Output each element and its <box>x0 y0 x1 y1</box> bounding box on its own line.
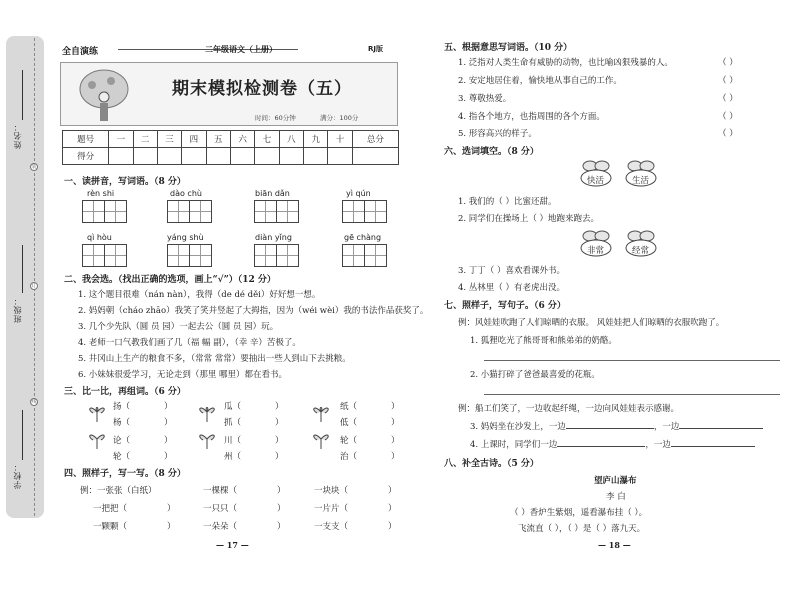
pinyin-label: dào chù <box>170 189 202 198</box>
score-input-cell[interactable] <box>279 148 303 165</box>
measure-word: 一棵棵（ <box>203 486 238 496</box>
answer-paren[interactable]: （ ） <box>718 129 738 139</box>
writing-grid[interactable] <box>82 200 105 223</box>
writing-grid[interactable] <box>254 244 277 267</box>
poem-line[interactable]: （ ）香炉生紫烟，遥看瀑布挂（ ）。 <box>510 508 648 518</box>
answer-line[interactable] <box>484 360 780 361</box>
score-header-cell: 总分 <box>352 131 398 148</box>
sentence-question: 1. 狐狸吃光了熊哥哥和熊弟弟的奶酪。 <box>470 336 617 346</box>
paren-close: ） <box>275 452 284 462</box>
definition-item: 5. 形容高兴的样子。 <box>458 129 537 139</box>
class-label: 班级： <box>13 296 22 323</box>
word-option: 非常 <box>587 246 605 256</box>
measure-word: 一颗颗（ <box>93 522 128 532</box>
score-header-cell: 九 <box>304 131 328 148</box>
pinyin-label: qì hòu <box>87 233 112 242</box>
pinyin-label: gē chàng <box>344 233 382 242</box>
compare-char: 治（ <box>340 452 358 462</box>
compare-word <box>224 400 284 412</box>
definition-item: 4. 指各个地方，也指周围的各个方面。 <box>458 112 605 122</box>
answer-paren[interactable]: （ ） <box>718 112 738 122</box>
writing-grid[interactable] <box>189 200 212 223</box>
school-label: 学校： <box>13 462 22 489</box>
measure-example: 例：一张张（白纸） <box>80 486 157 496</box>
score-input-cell[interactable] <box>230 148 254 165</box>
pinyin-label: yáng shù <box>167 233 204 242</box>
section-2-title: 二、我会选。（找出正确的选项，画上“√”）（12 分） <box>64 275 276 285</box>
writing-grid[interactable] <box>82 244 105 267</box>
edition-label: RJ版 <box>368 45 383 53</box>
answer-paren[interactable]: （ ） <box>718 58 738 68</box>
name-input-line[interactable] <box>22 70 23 120</box>
choice-question[interactable]: 1. 这个题目很难（nán nàn），我得（de dé děi）好好想一想。 <box>78 290 321 300</box>
choice-question[interactable]: 6. 小妹妹很爱学习，无论走到（那里 哪里）都在看书。 <box>78 370 288 380</box>
flower-icon <box>84 428 110 450</box>
measure-item <box>93 502 176 514</box>
measure-item <box>203 520 286 532</box>
time-label: 时间：60分钟 <box>255 114 296 122</box>
writing-grid[interactable] <box>276 244 299 267</box>
paren-close: ） <box>275 402 284 412</box>
question-text: 3. 妈妈坐在沙发上，一边 <box>470 422 566 432</box>
compare-char: 轮（ <box>340 436 358 446</box>
compare-word <box>340 400 400 412</box>
question-text: ，一边 <box>653 422 680 432</box>
paren-close: ） <box>391 436 400 446</box>
flower-icon <box>84 401 110 423</box>
fill-item[interactable]: 4. 丛林里（ ）有老虎出没。 <box>458 283 566 293</box>
writing-grid[interactable] <box>364 200 387 223</box>
measure-item <box>314 520 397 532</box>
paren-close: ） <box>277 504 286 514</box>
binding-hole-2: 订 <box>31 283 37 289</box>
paren-close: ） <box>277 486 286 496</box>
compare-word <box>224 416 284 428</box>
definition-item: 2. 安定地居住着，愉快地从事自己的工作。 <box>458 76 622 86</box>
measure-word: 一朵朵（ <box>203 522 238 532</box>
sentence-example: 例：风娃娃吹跑了人们晾晒的衣服。 风娃娃把人们晾晒的衣服吹跑了。 <box>458 318 725 328</box>
binding-hole-3: 线 <box>31 399 37 405</box>
section-4-title: 四、照样子，写一写。（8 分） <box>64 469 186 479</box>
exam-title: 期末模拟检测卷（五） <box>172 79 352 99</box>
compare-word <box>113 400 173 412</box>
page-number-left: — 17 — <box>216 540 249 550</box>
measure-word: 一块块（ <box>314 486 349 496</box>
paren-close: ） <box>391 418 400 428</box>
score-row-label: 得分 <box>63 148 109 165</box>
score-header-cell: 题号 <box>63 131 109 148</box>
pinyin-label: biān dǎn <box>255 189 290 198</box>
choice-question[interactable]: 2. 妈妈朝（cháo zhāo）我笑了笑并竖起了大拇指，因为（wéi wèi）我的书法作品获奖了。 <box>78 306 429 316</box>
sentence-example: 例：船工们笑了，一边收起纤绳，一边向风娃娃表示感谢。 <box>458 404 680 414</box>
poem-title: 望庐山瀑布 <box>594 476 637 486</box>
paren-close: ） <box>167 522 176 532</box>
section-1-title: 一、读拼音，写词语。（8 分） <box>64 177 186 187</box>
binding-cut-line <box>34 38 35 516</box>
word-option: 快活 <box>587 176 605 186</box>
choice-question[interactable]: 5. 井冈山上生产的粮食不多，（常常 常常）要抽出一些人到山下去挑粮。 <box>78 354 351 364</box>
flower-icon <box>194 401 220 423</box>
word-option: 生活 <box>632 176 650 186</box>
measure-word: 一片片（ <box>314 504 349 514</box>
paren-close: ） <box>164 402 173 412</box>
writing-grid[interactable] <box>276 200 299 223</box>
measure-item <box>314 484 397 496</box>
section-3-title: 三、比一比，再组词。（6 分） <box>64 387 186 397</box>
paren-close: ） <box>388 504 397 514</box>
measure-item <box>203 484 286 496</box>
score-input-cell[interactable] <box>182 148 206 165</box>
writing-grid[interactable] <box>364 244 387 267</box>
class-input-line[interactable] <box>22 245 23 293</box>
compare-char: 瓜（ <box>224 402 242 412</box>
fill-item[interactable]: 1. 我们的（ ）比蜜还甜。 <box>458 197 557 207</box>
paren-close: ） <box>277 522 286 532</box>
measure-word: 一把把（ <box>93 504 128 514</box>
question-text: 4. 上课时，同学们一边 <box>470 440 558 450</box>
choice-question[interactable]: 3. 几个少先队（圆 员 园）一起去公（圆 员 园）玩。 <box>78 322 279 332</box>
paren-close: ） <box>167 504 176 514</box>
binding-hole-1: 装 <box>31 164 37 170</box>
fill-item[interactable]: 3. 丁丁（ ）喜欢看课外书。 <box>458 266 566 276</box>
pinyin-label: yì qún <box>346 189 371 198</box>
compare-word <box>340 450 400 462</box>
compare-char: 抓（ <box>224 418 242 428</box>
writing-grid[interactable] <box>167 244 190 267</box>
compare-char: 杨（ <box>113 418 131 428</box>
paren-close: ） <box>275 418 284 428</box>
paren-close: ） <box>275 436 284 446</box>
compare-char: 轮（ <box>113 452 131 462</box>
answer-line[interactable] <box>679 428 763 429</box>
compare-word <box>224 434 284 446</box>
definition-item: 3. 尊敬热爱。 <box>458 94 512 104</box>
writing-grid[interactable] <box>104 244 127 267</box>
compare-char: 低（ <box>340 418 358 428</box>
paren-close: ） <box>164 452 173 462</box>
sentence-question <box>470 420 763 432</box>
score-header-cell: 七 <box>255 131 279 148</box>
score-input-cell[interactable] <box>328 148 352 165</box>
score-label: 满分：100分 <box>320 114 359 122</box>
score-input-cell[interactable] <box>206 148 230 165</box>
answer-paren[interactable]: （ ） <box>718 76 738 86</box>
compare-word <box>113 450 173 462</box>
score-input-cell[interactable] <box>352 148 398 165</box>
compare-word <box>224 450 284 462</box>
score-input-cell[interactable] <box>255 148 279 165</box>
measure-item <box>203 502 286 514</box>
score-header-cell: 十 <box>328 131 352 148</box>
writing-grid[interactable] <box>167 200 190 223</box>
score-header-cell: 二 <box>133 131 157 148</box>
score-header-cell: 三 <box>157 131 181 148</box>
flower-icon <box>308 428 334 450</box>
school-input-line[interactable] <box>22 410 23 460</box>
subject-label: 二年级语文（上册） <box>205 45 277 54</box>
paren-close: ） <box>164 436 173 446</box>
score-table <box>62 130 399 165</box>
score-header-cell: 六 <box>230 131 254 148</box>
pinyin-label: diàn yǐng <box>255 233 292 242</box>
score-input-cell[interactable] <box>304 148 328 165</box>
compare-char: 州（ <box>224 452 242 462</box>
word-option: 经常 <box>632 246 650 256</box>
measure-item <box>93 520 176 532</box>
paren-close: ） <box>164 418 173 428</box>
score-input-cell[interactable] <box>109 148 133 165</box>
compare-word <box>340 416 400 428</box>
fill-item[interactable]: 2. 同学们在操场上（ ）地跑来跑去。 <box>458 214 600 224</box>
score-input-cell[interactable] <box>157 148 181 165</box>
brand-title: 全自演练 <box>62 47 99 57</box>
section-7-title: 七、照样子，写句子。（6 分） <box>444 301 566 311</box>
score-header-cell: 八 <box>279 131 303 148</box>
sentence-question <box>470 438 755 450</box>
writing-grid[interactable] <box>189 244 212 267</box>
answer-line[interactable] <box>557 446 645 447</box>
answer-line[interactable] <box>484 394 780 395</box>
score-header-cell: 一 <box>109 131 133 148</box>
compare-word <box>113 416 173 428</box>
paren-close: ） <box>391 402 400 412</box>
section-5-title: 五、根据意思写词语。（10 分） <box>444 43 573 53</box>
paren-close: ） <box>388 486 397 496</box>
section-8-title: 八、补全古诗。（5 分） <box>444 459 539 469</box>
section-6-title: 六、选词填空。（8 分） <box>444 147 539 157</box>
answer-paren[interactable]: （ ） <box>718 94 738 104</box>
compare-char: 论（ <box>113 436 131 446</box>
name-label: 姓名： <box>13 122 22 149</box>
measure-word: 一支支（ <box>314 522 349 532</box>
answer-line[interactable] <box>566 428 654 429</box>
paren-close: ） <box>391 452 400 462</box>
answer-line[interactable] <box>671 446 755 447</box>
compare-word <box>113 434 173 446</box>
pinyin-label: rèn shi <box>87 189 115 198</box>
score-header-cell: 五 <box>206 131 230 148</box>
measure-item <box>314 502 397 514</box>
writing-grid[interactable] <box>342 200 365 223</box>
writing-grid[interactable] <box>342 244 365 267</box>
definition-item: 1. 泛指对人类生命有威胁的动物，也比喻凶狠残暴的人。 <box>458 58 673 68</box>
flower-icon <box>194 428 220 450</box>
compare-char: 扬（ <box>113 402 131 412</box>
score-header-cell: 四 <box>182 131 206 148</box>
poem-line[interactable]: 飞流直（ ），（ ）是（ ）落九天。 <box>518 524 646 534</box>
compare-word <box>340 434 400 446</box>
tree-illustration <box>77 67 131 123</box>
poem-author: 李 白 <box>606 492 626 502</box>
writing-grid[interactable] <box>104 200 127 223</box>
flower-icon <box>308 401 334 423</box>
writing-grid[interactable] <box>254 200 277 223</box>
paren-close: ） <box>388 522 397 532</box>
compare-char: 纸（ <box>340 402 358 412</box>
question-text: ，一边 <box>645 440 671 450</box>
score-input-cell[interactable] <box>133 148 157 165</box>
choice-question[interactable]: 4. 老师一口气教我们画了几（福 幅 副），（幸 辛）苦极了。 <box>78 338 301 348</box>
binding-sidebar <box>6 36 44 518</box>
sentence-question: 2. 小猫打碎了爸爸最喜爱的花瓶。 <box>470 370 600 380</box>
measure-word: 一只只（ <box>203 504 238 514</box>
compare-char: 川（ <box>224 436 242 446</box>
page-number-right: — 18 — <box>598 540 631 550</box>
